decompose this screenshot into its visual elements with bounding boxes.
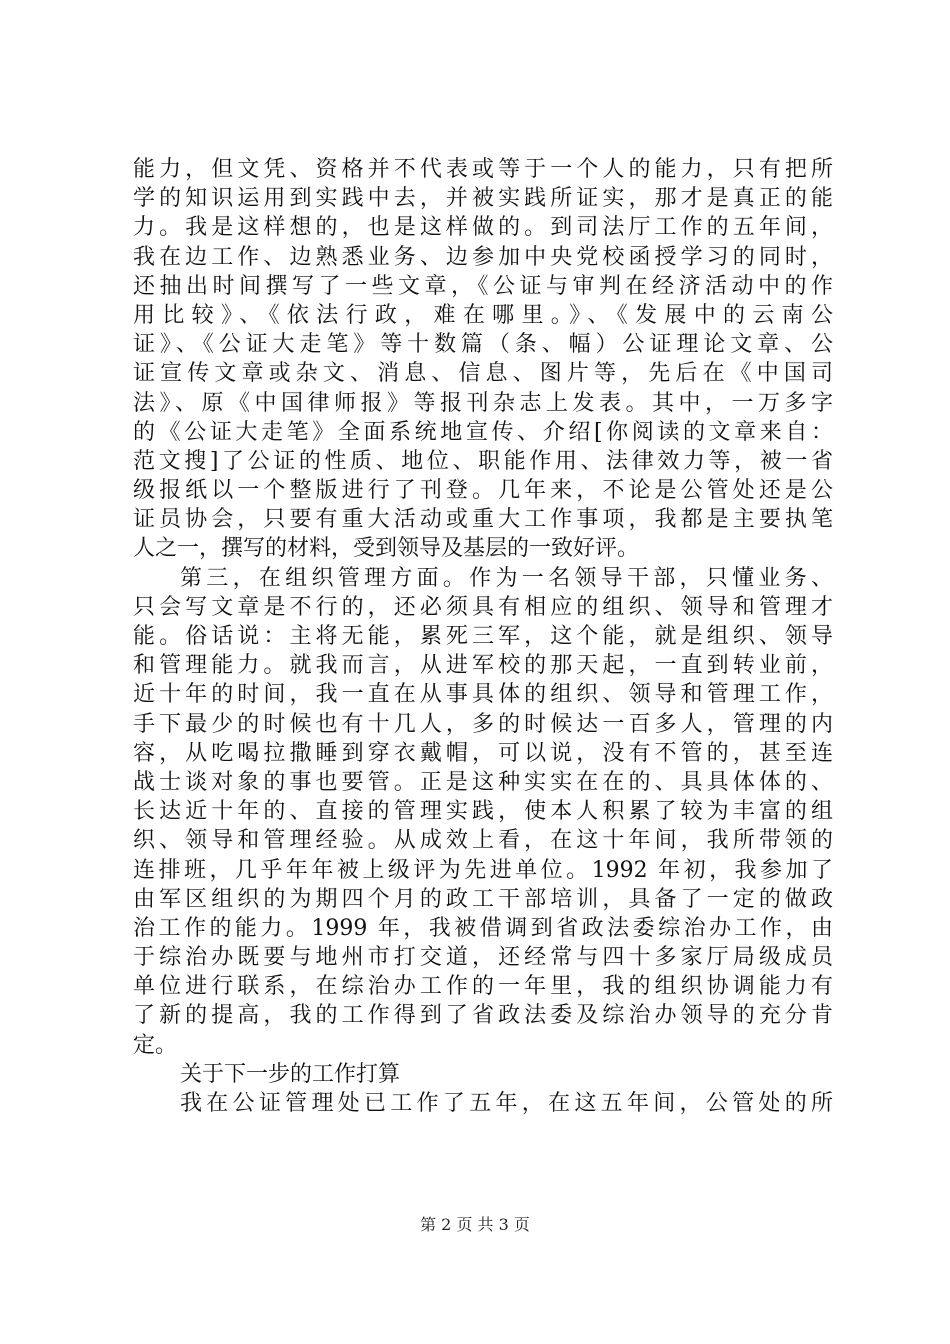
text-line: 于综治办既要与地州市打交道，还经常与四十多家厅局级成员 (133, 945, 833, 971)
text-line: 治工作的能力。1999 年，我被借调到省政法委综治办工作，由 (133, 915, 833, 941)
text-line: 能。俗话说：主将无能，累死三军，这个能，就是组织、领导 (133, 624, 833, 649)
paragraph-start-line: 第三，在组织管理方面。作为一名领导干部，只懂业务、 (180, 565, 833, 591)
text-line: 由军区组织的为期四个月的政工干部培训，具备了一定的做政 (133, 886, 833, 912)
text-line: 连排班，几乎年年被上级评为先进单位。1992 年初，我参加了 (133, 857, 833, 883)
text-line: 和管理能力。就我而言，从进军校的那天起，一直到转业前， (133, 653, 833, 679)
section-heading: 关于下一步的工作打算 (180, 1061, 401, 1087)
page-footer (0, 1215, 950, 1235)
text-line: 我在边工作、边熟悉业务、边参加中央党校函授学习的同时， (133, 244, 833, 270)
text-line: 学的知识运用到实践中去，并被实践所证实，那才是真正的能 (133, 186, 833, 212)
text-line: 级报纸以一个整版进行了刊登。几年来，不论是公管处还是公 (133, 478, 833, 504)
text-line: 证》、《公证大走笔》等十数篇（条、幅）公证理论文章、公 (133, 332, 833, 358)
text-line: 织、领导和管理经验。从成效上看，在这十年间，我所带领的 (133, 828, 833, 854)
text-line: 证员协会，只要有重大活动或重大工作事项，我都是主要执笔 (133, 507, 833, 533)
text-line: 还抽出时间撰写了一些文章，《公证与审判在经济活动中的作 (133, 273, 833, 299)
text-line: 近十年的时间，我一直在从事具体的组织、领导和管理工作， (133, 682, 833, 708)
text-line: 长达近十年的、直接的管理实践，使本人积累了较为丰富的组 (133, 799, 833, 825)
body-text (133, 155, 833, 1118)
text-line: 手下最少的时候也有十几人，多的时候达一百多人，管理的内 (133, 711, 833, 737)
text-line: 人之一，撰写的材料，受到领导及基层的一致好评。 (133, 536, 640, 562)
text-line: 力。我是这样想的，也是这样做的。到司法厅工作的五年间， (133, 215, 833, 241)
paragraph-start-line: 我在公证管理处已工作了五年，在这五年间，公管处的所 (180, 1091, 833, 1116)
text-line: 战士谈对象的事也要管。正是这种实实在在的、具具体体的、 (133, 769, 833, 795)
text-line: 能力，但文凭、资格并不代表或等于一个人的能力，只有把所 (133, 157, 833, 182)
text-line: 了新的提高，我的工作得到了省政法委及综治办领导的充分肯 (133, 1003, 833, 1029)
text-line: 定。 (133, 1032, 178, 1058)
text-line: 用比较》、《依法行政，难在哪里。》、《发展中的云南公 (133, 302, 833, 328)
text-line: 范文搜]了公证的性质、地位、职能作用、法律效力等，被一省 (133, 448, 833, 474)
text-line: 的《公证大走笔》全面系统地宣传、介绍[你阅读的文章来自： (133, 419, 833, 445)
text-line: 证宣传文章或杂文、消息、信息、图片等，先后在《中国司 (133, 361, 833, 387)
text-line: 法》、原《中国律师报》等报刊杂志上发表。其中，一万多字 (133, 390, 833, 416)
text-line: 容，从吃喝拉撒睡到穿衣戴帽，可以说，没有不管的，甚至连 (133, 740, 833, 766)
page-number-label: 第 2 页 共 3 页 (420, 1215, 530, 1234)
text-line: 单位进行联系，在综治办工作的一年里，我的组织协调能力有 (133, 974, 833, 1000)
text-line: 只会写文章是不行的，还必须具有相应的组织、领导和管理才 (133, 594, 833, 620)
